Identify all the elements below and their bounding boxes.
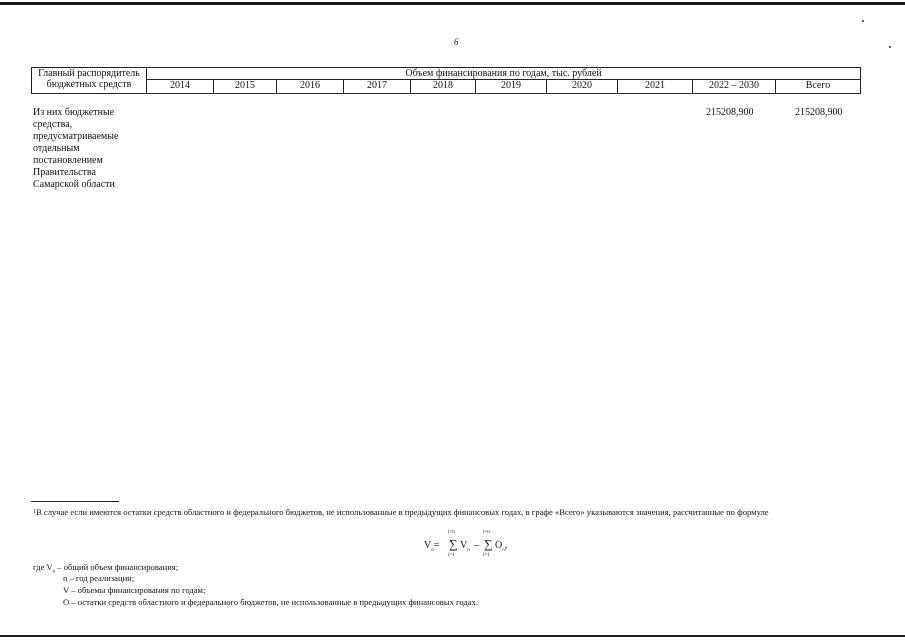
value-total: 215208,900 xyxy=(795,107,843,118)
year-col-2019: 2019 xyxy=(476,80,547,94)
top-scan-border xyxy=(0,2,905,5)
value-2022-2030: 215208,900 xyxy=(706,107,754,118)
year-col-total: Всего xyxy=(776,80,861,94)
legend-line-vo: где $V_o$ – общий объем финансирования; xyxy=(33,562,179,575)
year-col-2015: 2015 xyxy=(214,80,277,94)
row-label-budget-funds: Из них бюджетные средства, предусматриваемые отдельным постановлением Правительства Самарской области xyxy=(33,107,119,190)
financing-table xyxy=(31,67,861,94)
year-col-2014: 2014 xyxy=(147,80,214,94)
year-col-2021: 2021 xyxy=(618,80,693,94)
year-col-2017: 2017 xyxy=(344,80,411,94)
scan-speck xyxy=(889,46,891,48)
header-main-distributor: Главный распорядитель бюджетных средств xyxy=(32,68,147,94)
formula-term-2: $O_n$, xyxy=(495,540,508,553)
year-col-2016: 2016 xyxy=(277,80,344,94)
formula-minus: – xyxy=(474,540,479,551)
footnote-text xyxy=(33,506,878,518)
sum-upper-limit-2: i=n xyxy=(483,530,490,535)
legend-line-n: n – год реализации; xyxy=(63,573,135,583)
header-financing-by-years: Объем финансирования по годам, тыс. рублей xyxy=(147,68,861,80)
sigma-icon: ∑ xyxy=(449,537,458,551)
sigma-icon: ∑ xyxy=(484,537,493,551)
year-col-2018: 2018 xyxy=(411,80,476,94)
sum-lower-limit-2: i=1 xyxy=(483,553,490,558)
page-number: 6 xyxy=(454,37,459,47)
footnote-marker: 1 xyxy=(33,509,36,515)
year-col-2020: 2020 xyxy=(547,80,618,94)
formula-term-1: $V_n$ xyxy=(460,540,470,553)
scan-speck xyxy=(862,20,864,22)
legend-line-v: V – объемы финансирования по годам; xyxy=(63,585,206,595)
sum-upper-limit-1: i=n xyxy=(448,530,455,535)
formula-lhs: $V_o=$ xyxy=(424,540,440,553)
formula xyxy=(424,528,564,560)
sum-lower-limit-1: i=1 xyxy=(448,553,455,558)
legend-line-o: O – остатки средств областного и федерального бюджетов, не использованные в предыдущих финансовых годах. xyxy=(63,597,479,607)
bottom-scan-border xyxy=(0,635,905,637)
year-col-2022-2030: 2022 – 2030 xyxy=(693,80,776,94)
footnote-separator xyxy=(31,501,119,502)
footnote-body: В случае если имеются остатки средств областного и федерального бюджетов, не использованные в предыдущих финансовых годах, в графе «Всего» указываются значения, рассчитанные по формуле xyxy=(36,507,769,517)
